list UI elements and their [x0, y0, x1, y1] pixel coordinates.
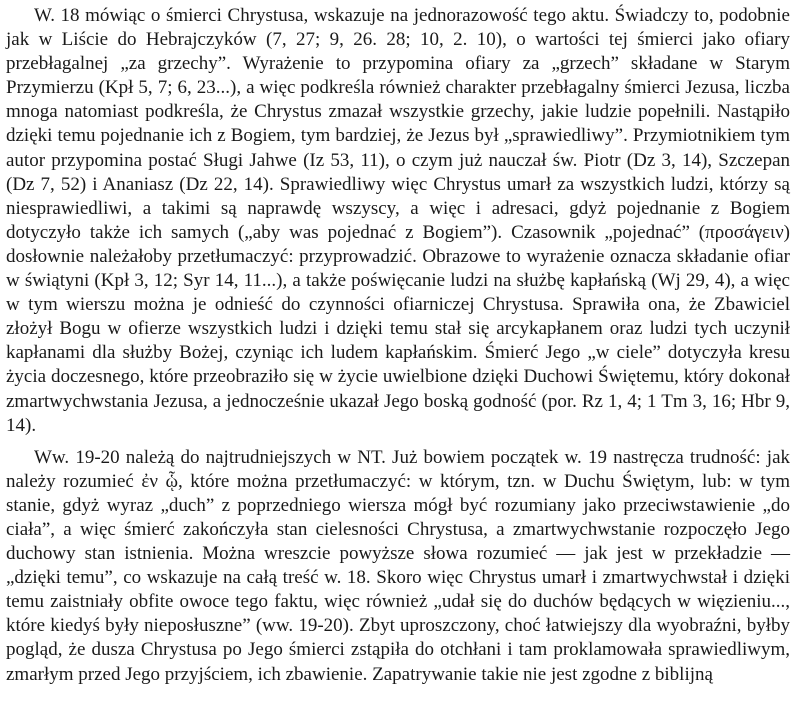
paragraph-verses-19-20: Ww. 19-20 należą do najtrudniejszych w NT. Już bowiem początek w. 19 nastręcza trudność: jak należy rozumieć ἐν ᾧ, które można przetłumaczyć: w którym, tzn. w Duchu Świętym, lub: w tym stanie, gdyż wyraz „duch” z poprzedniego wiersza mógł być rozumiany jako przeciwstawienie „do ciała”, a więc śmierć zakończyła stan cielesności Chrystusa, a zmartwychwstanie rozpoczęło Jego duchowy stan istnienia. Można wreszcie powyższe słowa rozumieć — jak jest w przekładzie — „dzięki temu”, co wskazuje na całą treść w. 18. Skoro więc Chrystus umarł i zmartwychwstał i dzięki temu zaistniały obfite owoce tego faktu, więc również „udał się do duchów będących w więzieniu..., które kiedyś były nieposłuszne” (ww. 19-20). Zbyt uproszczony, choć łatwiejszy dla wyobraźni, byłby pogląd, że dusza Chrystusa po Jego śmierci zstąpiła do otchłani i tam proklamowała sprawiedliwym, zmarłym przed Jego przyjściem, ich zbawienie. Zapatrywanie takie nie jest zgodne z biblijną: [6, 446, 790, 685]
document-page: [6, 4, 790, 687]
paragraph-verse-18: W. 18 mówiąc o śmierci Chrystusa, wskazuje na jednorazowość tego aktu. Świadczy to, podobnie jak w Liście do Hebrajczyków (7, 27; 9, 26. 28; 10, 2. 10), o wartości tej śmierci jako ofiary przebłagalnej „za grzechy”. Wyrażenie to przypomina ofiary za „grzech” składane w Starym Przymierzu (Kpł 5, 7; 6, 23...), a więc podkreśla również charakter przebłagalny śmierci Jezusa, liczba mnoga natomiast podkreśla, że Chrystus zmazał wszystkie grzechy, jakie ludzie popełnili. Nastąpiło dzięki temu pojednanie ich z Bogiem, tym bardziej, że Jezus był „sprawiedliwy”. Przymiotnikiem tym autor przypomina postać Sługi Jahwe (Iz 53, 11), o czym już nauczał św. Piotr (Dz 3, 14), Szczepan (Dz 7, 52) i Ananiasz (Dz 22, 14). Sprawiedliwy więc Chrystus umarł za wszystkich ludzi, którzy są niesprawiedliwi, a takimi są naprawdę wszyscy, a więc i adresaci, gdyż pojednanie z Bogiem dotyczyło także ich samych („aby was pojednać z Bogiem”). Czasownik „pojednać” (προσάγειν) dosłownie należałoby przetłumaczyć: przyprowadzić. Obrazowe to wyrażenie oznacza składanie ofiar w świątyni (Kpł 3, 12; Syr 14, 11...), a także poświęcanie ludzi na służbę kapłańską (Wj 29, 4), a więc w tym wierszu można je odnieść do czynności ofiarniczej Chrystusa. Sprawiła ona, że Zbawiciel złożył Bogu w ofierze wszystkich ludzi i dzięki temu stał się arcykapłanem oraz ludzi tych uczynił kapłanami dla służby Bożej, czyniąc ich ludem kapłańskim. Śmierć Jego „w ciele” dotyczyła kresu życia doczesnego, które przeobraziło się w życie uwielbione dzięki Duchowi Świętemu, który dokonał zmartwychwstania Jezusa, a jednocześnie ukazał Jego boską godność (por. Rz 1, 4; 1 Tm 3, 16; Hbr 9, 14).: [6, 5, 790, 436]
